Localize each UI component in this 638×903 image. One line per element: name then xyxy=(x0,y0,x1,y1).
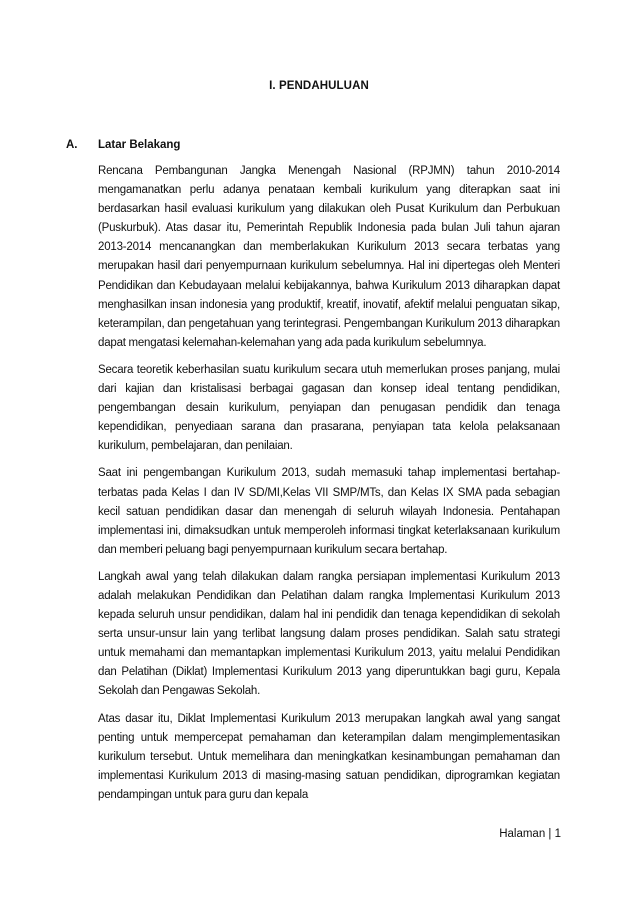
chapter-title: I. PENDAHULUAN xyxy=(269,80,369,92)
paragraph: Atas dasar itu, Diklat Implementasi Kurikulum 2013 merupakan langkah awal yang sangat penting untuk mempercepat pemahaman dan keterampilan dalam mengimplementasikan kurikulum tersebut. Untuk memelihara dan meningkatkan kesinambungan pemahaman dan implementasi Kurikulum 2013 di masing-masing satuan pendidikan, diprogramkan kegiatan pendampingan untuk para guru dan kepala xyxy=(98,712,560,801)
section-heading xyxy=(66,139,180,151)
section-letter: A. xyxy=(66,139,78,151)
paragraph: Saat ini pengembangan Kurikulum 2013, sudah memasuki tahap implementasi bertahap-terbatas pada Kelas I dan IV SD/MI,Kelas VII SMP/MTs, dan Kelas IX SMA pada sebagian kecil satuan pendidikan dasar dan menengah di seluruh wilayah Indonesia. Pentahapan implementasi ini, dimaksudkan untuk memperoleh informasi tingkat keterlaksanaan kurikulum dan memberi peluang bagi penyempurnaan kurikulum secara bertahap. xyxy=(98,467,560,556)
paragraph: Langkah awal yang telah dilakukan dalam rangka persiapan implementasi Kurikulum 2013 adalah melakukan Pendidikan dan Pelatihan dalam rangka Implementasi Kurikulum 2013 kepada seluruh unsur pendidikan, dalam hal ini pendidik dan tenaga kependidikan di sekolah serta unsur-unsur lain yang terlibat langsung dalam proses pendidikan. Salah satu strategi untuk memahami dan memantapkan implementasi Kurikulum 2013, yaitu melalui Pendidikan dan Pelatihan (Diklat) Implementasi Kurikulum 2013 yang diperuntukkan bagi guru, Kepala Sekolah dan Pengawas Sekolah. xyxy=(98,570,560,698)
paragraph: Rencana Pembangunan Jangka Menengah Nasional (RPJMN) tahun 2010-2014 mengamanatkan perlu adanya penataan kembali kurikulum yang diterapkan saat ini berdasarkan hasil evaluasi kurikulum yang dilakukan oleh Pusat Kurikulum dan Perbukuan (Puskurbuk). Atas dasar itu, Pemerintah Republik Indonesia pada bulan Juli tahun ajaran 2013-2014 mencanangkan dan memberlakukan Kurikulum 2013 secara terbatas yang merupakan hasil dari penyempurnaan kurikulum sebelumnya. Hal ini dipertegas oleh Menteri Pendidikan dan Kebudayaan melalui kebijakannya, bahwa Kurikulum 2013 diharapkan dapat menghasilkan insan indonesia yang produktif, kreatif, inovatif, afektif melalui penguatan sikap, keterampilan, dan pengetahuan yang terintegrasi. Pengembangan Kurikulum 2013 diharapkan dapat mengatasi kelemahan-kelemahan yang ada pada kurikulum sebelumnya. xyxy=(98,165,560,349)
paragraph: Secara teoretik keberhasilan suatu kurikulum secara utuh memerlukan proses panjang, mulai dari kajian dan kristalisasi berbagai gagasan dan konsep ideal tentang pendidikan, pengembangan desain kurikulum, penyiapan dan penugasan pendidik dan tenaga kependidikan, penyediaan sarana dan prasarana, penyiapan tata kelola pelaksanaan kurikulum, pembelajaran, dan penilaian. xyxy=(98,363,560,453)
body-text xyxy=(98,162,560,813)
page-number: Halaman | 1 xyxy=(499,828,561,840)
section-title: Latar Belakang xyxy=(98,139,181,151)
